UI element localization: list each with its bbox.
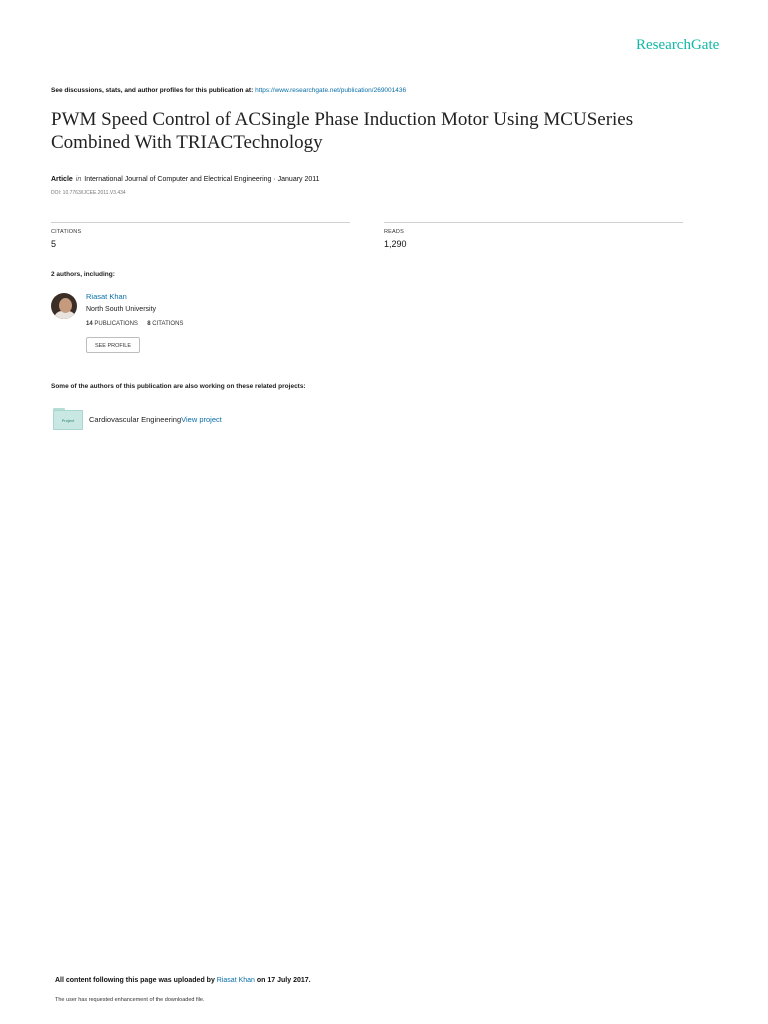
discussion-text: See discussions, stats, and author profiles for this publication at: bbox=[51, 87, 254, 94]
view-project-link[interactable]: View project bbox=[181, 415, 222, 424]
article-in: in bbox=[75, 176, 82, 183]
upload-suffix: on 17 July 2017. bbox=[256, 977, 311, 984]
citations-label: CITATIONS bbox=[51, 229, 82, 235]
author-stats bbox=[86, 321, 183, 327]
see-profile-button[interactable]: SEE PROFILE bbox=[86, 337, 140, 353]
author-citations-label: CITATIONS bbox=[152, 321, 184, 327]
author-institution: North South University bbox=[86, 306, 157, 313]
project-entry bbox=[89, 415, 222, 424]
reads-value: 1,290 bbox=[384, 239, 407, 249]
enhancement-note: The user has requested enhancement of the downloaded file. bbox=[55, 997, 205, 1003]
author-avatar[interactable] bbox=[51, 293, 77, 319]
publication-title: PWM Speed Control of ACSingle Phase Induction Motor Using MCUSeries Combined With TRIACTechnology bbox=[51, 109, 634, 153]
researchgate-logo[interactable]: ResearchGate bbox=[636, 37, 720, 53]
article-meta bbox=[51, 176, 320, 183]
author-publications-count: 14 bbox=[86, 321, 93, 327]
citations-value: 5 bbox=[51, 239, 57, 249]
author-publications-label: PUBLICATIONS bbox=[94, 321, 138, 327]
upload-prefix: All content following this page was uploaded by bbox=[55, 977, 215, 984]
author-citations-count: 8 bbox=[147, 321, 151, 327]
discussion-line bbox=[51, 87, 406, 94]
article-type: Article bbox=[51, 176, 73, 183]
uploader-link[interactable]: Riasat Khan bbox=[216, 977, 255, 984]
citations-divider bbox=[51, 222, 350, 223]
article-venue: International Journal of Computer and Electrical Engineering · January 2011 bbox=[84, 176, 320, 183]
project-name: Cardiovascular Engineering bbox=[89, 415, 182, 424]
project-folder-icon[interactable] bbox=[53, 408, 83, 430]
related-projects-heading: Some of the authors of this publication are also working on these related projects: bbox=[51, 383, 306, 390]
article-doi: DOI: 10.7763/IJCEE.2011.V3.434 bbox=[51, 190, 126, 196]
reads-label: READS bbox=[384, 229, 404, 235]
authors-heading: 2 authors, including: bbox=[51, 271, 115, 278]
reads-divider bbox=[384, 222, 683, 223]
author-name-link[interactable]: Riasat Khan bbox=[86, 292, 127, 301]
upload-notice bbox=[55, 977, 311, 984]
project-icon-label: Project bbox=[61, 418, 75, 423]
publication-url-link[interactable]: https://www.researchgate.net/publication/269001436 bbox=[255, 87, 407, 94]
